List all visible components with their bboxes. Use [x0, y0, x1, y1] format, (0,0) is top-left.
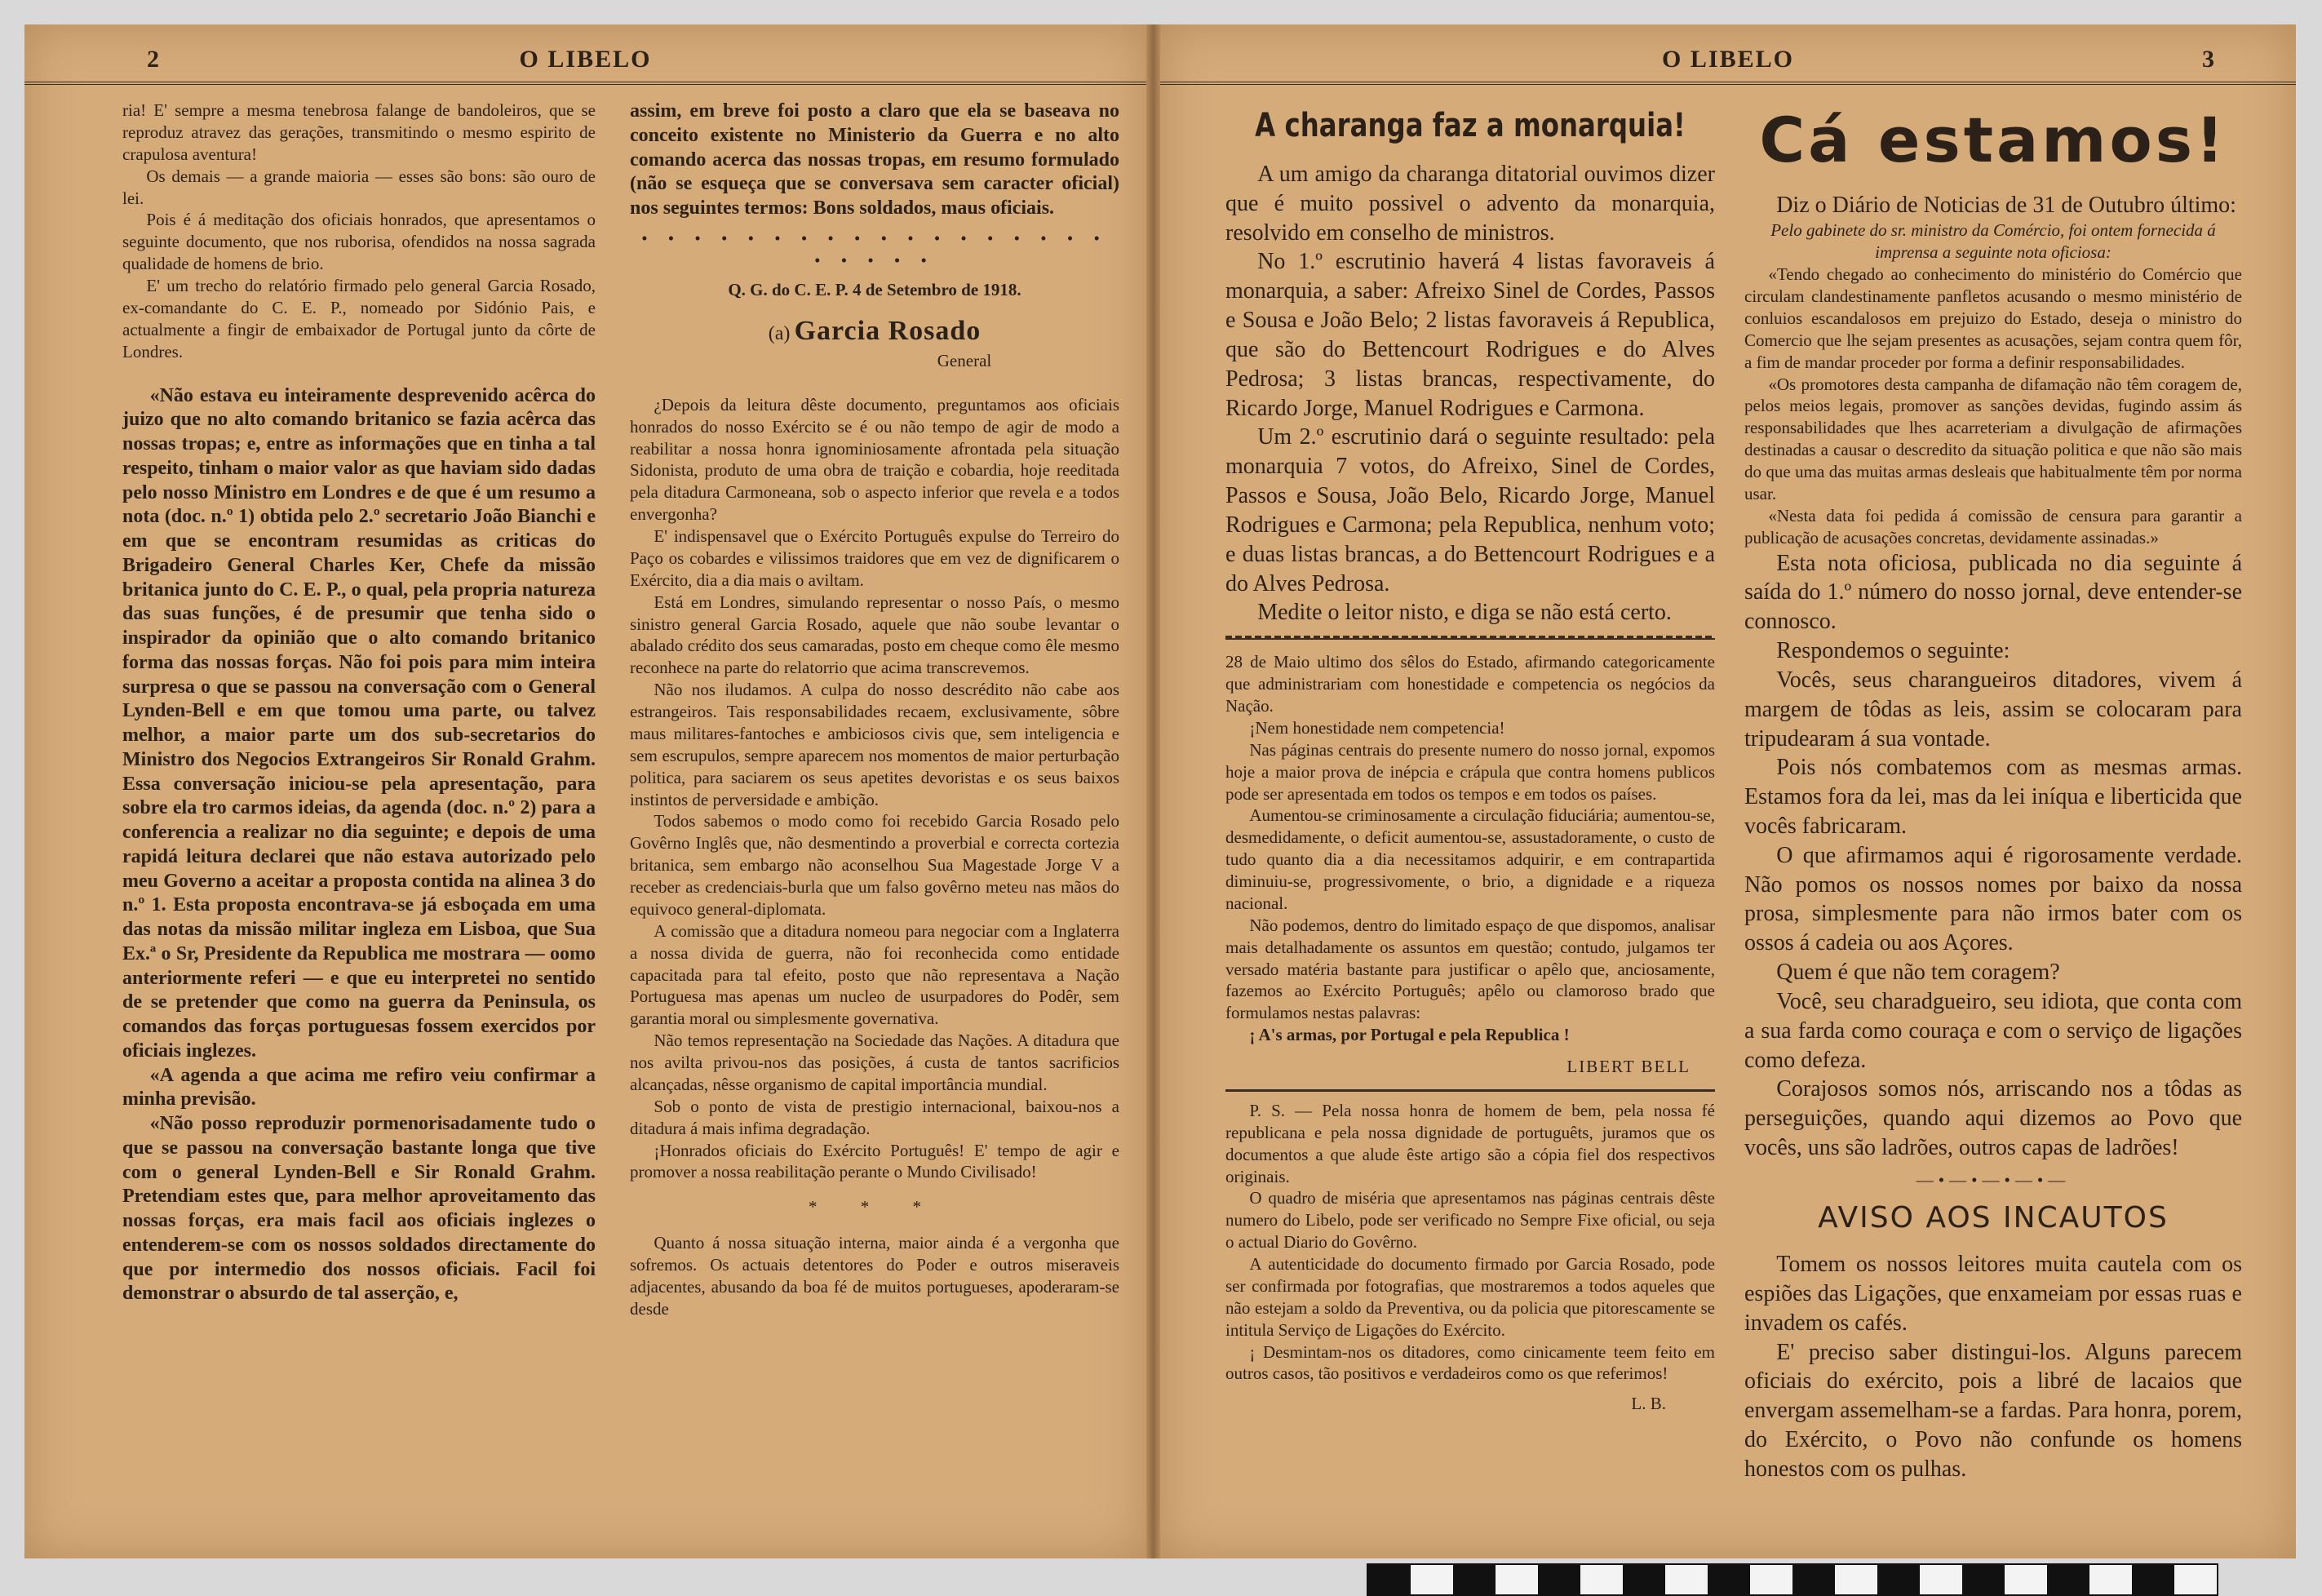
book-gutter: [1146, 24, 1160, 1558]
article-title-charanga: A charanga faz a monarquia!: [1255, 107, 1686, 144]
paragraph: Nas páginas centrais do presente numero do nosso jornal, expomos hoje a maior prova de inépcia e crápula que contra homens publicos pode ser apresentada em todos os tempos e em todos os países.: [1225, 739, 1715, 804]
paragraph: E' indispensavel que o Exército Português expulse do Terreiro do Paço os cobardes e vilissimos traidores que em vez de dignificarem o Exército, dia a dia mais o aviltam.: [630, 526, 1119, 590]
paragraph: Medite o leitor nisto, e diga se não está certo.: [1257, 600, 1672, 626]
rallying-cry: ¡ A's armas, por Portugal e pela Republica !: [1249, 1025, 1570, 1045]
postscript-paragraph: ¡ Desmintam-nos os ditadores, como cinicamente teem feito em outros casos, tão positivos e verdadeiros como os que referimos!: [1225, 1341, 1715, 1384]
paragraph: E' preciso saber distingui-los. Alguns parecem oficiais do exército, pois a libré de lacaios que envergam assemelham-se a fardas. Para honra, porem, do Exército, o Povo não confunde os homens honestos com os pulhas.: [1744, 1339, 2242, 1482]
paragraph: Sob o ponto de vista de prestigio internacional, baixou-nos a ditadura á mais infima degradação.: [630, 1096, 1119, 1138]
quote-intro: Pelo gabinete do sr. ministro da Comércio, foi ontem fornecida á imprensa a seguinte nota oficiosa:: [1770, 220, 2216, 263]
signature-line: [630, 313, 1119, 350]
paragraph: Aumentou-se criminosamente a circulação fiduciária; aumentou-se, desmedidamente, o deficit aumentou-se, assustadoramente, o custo de tudo quanto dia a dia necessitamos adquirir, e em contrapartida diminuiu-se, progressivomente, o brio, a dignidade e a riqueza nacional.: [1225, 805, 1715, 913]
quote-paragraph: assim, em breve foi posto a claro que ela se baseava no conceito existente no Ministerio da Guerra e no alto comando acerca das nossas tropas, em resumo formulado (não se esqueça que se conversava sem caracter oficial) nos seguintes termos: Bons soldados, maus oficiais.: [630, 100, 1119, 219]
paragraph: Pois é á meditação dos oficiais honrados, que apresentamos o seguinte documento, que nos ruborisa, ofendidos na nossa sagrada qualidade de homens de brio.: [122, 210, 596, 274]
ornamental-rule: —•—•—•—•—: [1916, 1169, 2071, 1190]
paragraph: Não temos representação na Sociedade das Nações. A ditadura que nos avilta privou-nos das posições, á custa de tantos sacrificios alcançadas, nêsse organismo de capital importância mundial.: [630, 1031, 1119, 1094]
quote-paragraph: «Não estava eu inteiramente desprevenido acêrca do juizo que no alto comando britanico se fazia acêrca das nossas tropas; e, entre as informações que en tinha a tal respeito, tinham o maior valor as que haviam sido dadas pelo nosso Ministro em Londres e de que é um resumo a nota (doc. n.º 1) obtida pelo 2.º secretario João Bianchi e em que se encontram resumidas as criticas do Brigadeiro General Charles Ker, Chefe da missão britanica junto do C. E. P., o qual, pela propria natureza das suas funções, é de presumir que tenha sido o inspirador da opinião que o alto comando britanico forma das nossas forças. Não foi pois para mim inteira surpresa o que se passou na conversação com o General Lynden-Bell e em que tomou uma parte, ou talvez melhor, a maior parte um dos sub-secretarios do Ministro dos Negocios Extrangeiros Sir Ronald Grahm. Essa conversação iniciou-se pela apresentação, para sobre ela tro carmos ideias, da agenda (doc. n.º 2) para a conferencia a realizar no dia seguinte; e depois de uma rapidá leitura declarei que não estava autorizado pelo meu Governo a aceitar a proposta contida na alinea 3 do n.º 1. Esta proposta encontrava-se já esboçada em uma das notas da missão militar ingleza em Lisboa, que Sua Ex.ª o Sr, Presidente da Republica me mostrara — oomo anteriormente referi — e que eu interpretei no sentido de se pretender que como na guerra da Peninsula, os comandos das forças portuguesas fossem exercidos por oficiais inglezes.: [122, 384, 596, 1062]
quote-paragraph: «Tendo chegado ao conhecimento do ministério do Comércio que circulam clandestinamente panfletos acusando o mesmo ministério de conluios escandalosos em prejuizo do Estado, deseja o ministro do Comercio que lhe sejam presentes as acusações, sejam contra quem fôr, a fim de mandar proceder por forma a definir responsabilidades.: [1744, 264, 2242, 372]
page-number-left: 2: [147, 46, 159, 73]
section-stars: * * *: [809, 1197, 941, 1217]
paragraph: O que afirmamos aqui é rigorosamente verdade. Não pomos os nossos nomes por baixo da nossa prosa, simplesmente para não irmos bater com os ossos á cadeia ou aos Açores.: [1744, 842, 2242, 956]
paragraph: No 1.º escrutinio haverá 4 listas favoraveis á monarquia, a saber: Afreixo Sinel de Cordes, Passos e Sousa e João Belo; 2 listas favoraveis á Republica, que são do Bettencourt Rodrigues e do Alves Pedrosa; 3 listas brancas, respectivamente, do Ricardo Jorge, Manuel Rodrigues e Carmona.: [1225, 249, 1715, 421]
article-title-ca-estamos: Cá estamos!: [1759, 104, 2227, 176]
paragraph: Não podemos, dentro do limitado espaço de que dispomos, analisar mais detalhadamente os assuntos em questão; contudo, julgamos ter versado matéria bastante para justificar o apêlo que, anciosamente, fazemos ao Exército Português; apêlo ou clamoroso brado que formulamos nestas palavras:: [1225, 915, 1715, 1023]
paragraph: ¿Depois da leitura dêste documento, preguntamos aos oficiais honrados do nosso Exército se é ou não tempo de agir de modo a reabilitar a nossa honra ignominiosamente afrontada pela situação Sidonista, produto de uma obra de traição e cobardia, hoje reeditada pela ditadura Carmoneana, sob o aspecto inferior que revela e a todos envergonha?: [630, 394, 1119, 525]
postscript-paragraph: P. S. — Pela nossa honra de homem de bem, pela nossa fé republicana e pela nossa dignidade de portuguêts, juramos que os documentos a que alude êste artigo são a cópia fiel dos respectivos originais.: [1225, 1100, 1715, 1186]
left-page: [24, 24, 1146, 1558]
masthead-right: O LIBELO: [1662, 46, 1794, 73]
postscript-signature: L. B.: [1631, 1394, 1666, 1414]
paragraph: Todos sabemos o modo como foi recebido Garcia Rosado pelo Govêrno Inglês que, não desmentindo a proverbial e correcta cortezia britanica, sem embargo não aconselhou Sua Magestade Jorge V a receber as credenciais-burla que um falso govêrno meteu nas mãos do equivoco general-diplomata.: [630, 811, 1119, 919]
masthead-left: O LIBELO: [519, 46, 652, 73]
left-column-2: [630, 100, 1119, 1320]
page-number-right: 3: [2202, 46, 2214, 73]
paragraph: Tomem os nossos leitores muita cautela com os espiões das Ligações, que enxameiam por essas ruas e invadem os cafés.: [1744, 1252, 2242, 1336]
paragraph: Pois nós combatemos com as mesmas armas. Estamos fora da lei, mas da lei iníqua e liberticida que vocês fabricaram.: [1744, 755, 2242, 839]
right-column-1: [1225, 106, 1715, 1415]
paragraph: Quem é que não tem coragem?: [1776, 960, 2060, 986]
quote-paragraph: «Os promotores desta campanha de difamação não têm coragem de, pelos meios legais, promover as sanções devidas, fugindo assim ás responsabilidades que lhes acarreteriam a divulgação de afirmações destinadas a causar o descredito da situação politica e que não são mais do que uma das muitas armas desleais que habitualmente têm por norma usar.: [1744, 374, 2242, 503]
left-running-head: [24, 41, 1146, 85]
signature-name: Garcia Rosado: [794, 316, 982, 347]
paragraph: ¡Nem honestidade nem competencia!: [1249, 717, 1505, 738]
paragraph: Um 2.º escrutinio dará o seguinte resultado: pela monarquia 7 votos, do Afreixo, Sinel de Cordes, Passos e Sousa, João Belo, Ricardo Jorge, Manuel Rodrigues e Carmona; pela Republica, nenhum voto; e duas listas brancas, a do Bettencourt Rodrigues e a do Alves Pedrosa.: [1225, 424, 1715, 596]
postscript-paragraph: A autenticidade do documento firmado por Garcia Rosado, pode ser confirmada por fotografias, que mostraremos a todos aqueles que não estejam a soldo da Preventiva, ou da policia que pitorescamente se intitula Serviço de Ligações do Exército.: [1225, 1254, 1715, 1340]
paragraph: Diz o Diário de Noticias de 31 de Outubro último:: [1776, 192, 2236, 218]
wavy-divider: [1225, 636, 1715, 640]
paragraph: Não nos iludamos. A culpa do nosso descrédito não cabe aos estrangeiros. Tais responsabilidades recaem, exclusivamente, sôbre maus militares-fantoches e ambiciosos civis que, sem inteligencia e sem escrupulos, sempre aparecem nos momentos de maior perturbação politica, para saciarem os seus apetites devoristas e os seus baixos instintos de perversidade e ambição.: [630, 680, 1119, 809]
paragraph: Está em Londres, simulando representar o nosso País, o mesmo sinistro general Garcia Rosado, aquele que não soube levantar o abalado crédito dos seus camaradas, posto em cheque como êle mesmo reconhece na parte do relatorrio que acima transcrevemos.: [630, 592, 1119, 678]
quote-paragraph: «Nesta data foi pedida á comissão de censura para garantir a publicação de acusações concretas, devidamente assinadas.»: [1744, 505, 2242, 548]
left-column-1: [122, 100, 596, 1306]
paragraph: Quanto á nossa situação interna, maior ainda é a vergonha que sofremos. Os actuais detentores do Poder e outros miseraveis adjacentes, abusando da boa fé de muitos portugueses, apoderaram-se desde: [630, 1233, 1119, 1319]
signed-prefix: (a): [768, 323, 791, 345]
signature-rank: General: [937, 351, 992, 371]
right-running-head: [1160, 41, 2296, 85]
quote-paragraph: «Não posso reproduzir pormenorisadamente tudo o que se passou na conversação bastante longa que tive com o general Lynden-Bell e Sir Ronald Grahm. Pretendiam estes que, para melhor aproveitamento das nossas forças, era mais facil aos oficiais inglezes o entenderem-se com os nossos soldados directamente do que por intermedio dos nossos oficiais. Facil foi demonstrar o absurdo de tal asserção, e,: [122, 1113, 596, 1305]
ellipsis-dots: • • • • • • • • • • • • • • • • • • • • • • •: [641, 228, 1108, 271]
paragraph: ¡Honrados oficiais do Exército Português! E' tempo de agir e promover a nossa reabilitação perante o Mundo Civilisado!: [630, 1140, 1119, 1182]
paragraph: ria! E' sempre a mesma tenebrosa falange de bandoleiros, que se reproduz atravez das gerações, transmitindo o mesmo espirito de crapulosa aventura!: [122, 100, 596, 164]
paragraph: Corajosos somos nós, arriscando nos a tôdas as perseguições, quando aqui dizemos ao Povo que vocês, uns são ladrões, outros capas de ladrões!: [1744, 1076, 2242, 1161]
paragraph: Esta nota oficiosa, publicada no dia seguinte á saída do 1.º número do nosso jornal, deve entender-se connosco.: [1744, 550, 2242, 635]
paragraph: Vocês, seus charangueiros ditadores, vivem á margem de tôdas as leis, assim se colocaram para tripudearam á sua vontade.: [1744, 667, 2242, 751]
paragraph: Os demais — a grande maioria — esses são bons: são ouro de lei.: [122, 166, 596, 208]
postscript-paragraph: O quadro de miséria que apresentamos nas páginas centrais dêste numero do Libelo, pode ser verificado no Sempre Fixe oficial, ou seja o actual Diario do Govêrno.: [1225, 1188, 1715, 1252]
document-date: Q. G. do C. E. P. 4 de Setembro de 1918.: [728, 280, 1021, 300]
right-page: [1160, 24, 2296, 1558]
paragraph: A um amigo da charanga ditatorial ouvimos dizer que é muito possivel o advento da monarquia, resolvido em conselho de ministros.: [1225, 162, 1715, 246]
paragraph: Você, seu charadgueiro, seu idiota, que conta com a sua farda como couraça e com o serviço de ligações como defeza.: [1744, 988, 2242, 1073]
author-signature: LIBERT BELL: [1566, 1057, 1691, 1076]
paragraph: E' um trecho do relatório firmado pelo general Garcia Rosado, ex-comandante do C. E. P., nomeado por Sidónio Pais, e actualmente a fingir de embaixador de Portugal junto da côrte de Londres.: [122, 276, 596, 361]
scale-ruler: [1367, 1563, 2218, 1596]
article-title-aviso: AVISO AOS INCAUTOS: [1818, 1200, 2169, 1235]
quote-paragraph: «A agenda a que acima me refiro veiu confirmar a minha previsão.: [122, 1064, 596, 1111]
divider: [1225, 1089, 1715, 1092]
right-column-2: [1744, 106, 2242, 1484]
paragraph: 28 de Maio ultimo dos sêlos do Estado, afirmando categoricamente que administrariam com honestidade e competencia os negócios da Nação.: [1225, 652, 1715, 716]
paragraph: Respondemos o seguinte:: [1776, 638, 2010, 664]
paragraph: A comissão que a ditadura nomeou para negociar com a Inglaterra a nossa divida de guerra, não foi reconhecida como entidade capacitada para tal efeito, posto que não representava a Nação Portuguesa mas apenas um nucleo de usurpadores do Podêr, sem garantia moral ou simplesmente governativa.: [630, 920, 1119, 1029]
